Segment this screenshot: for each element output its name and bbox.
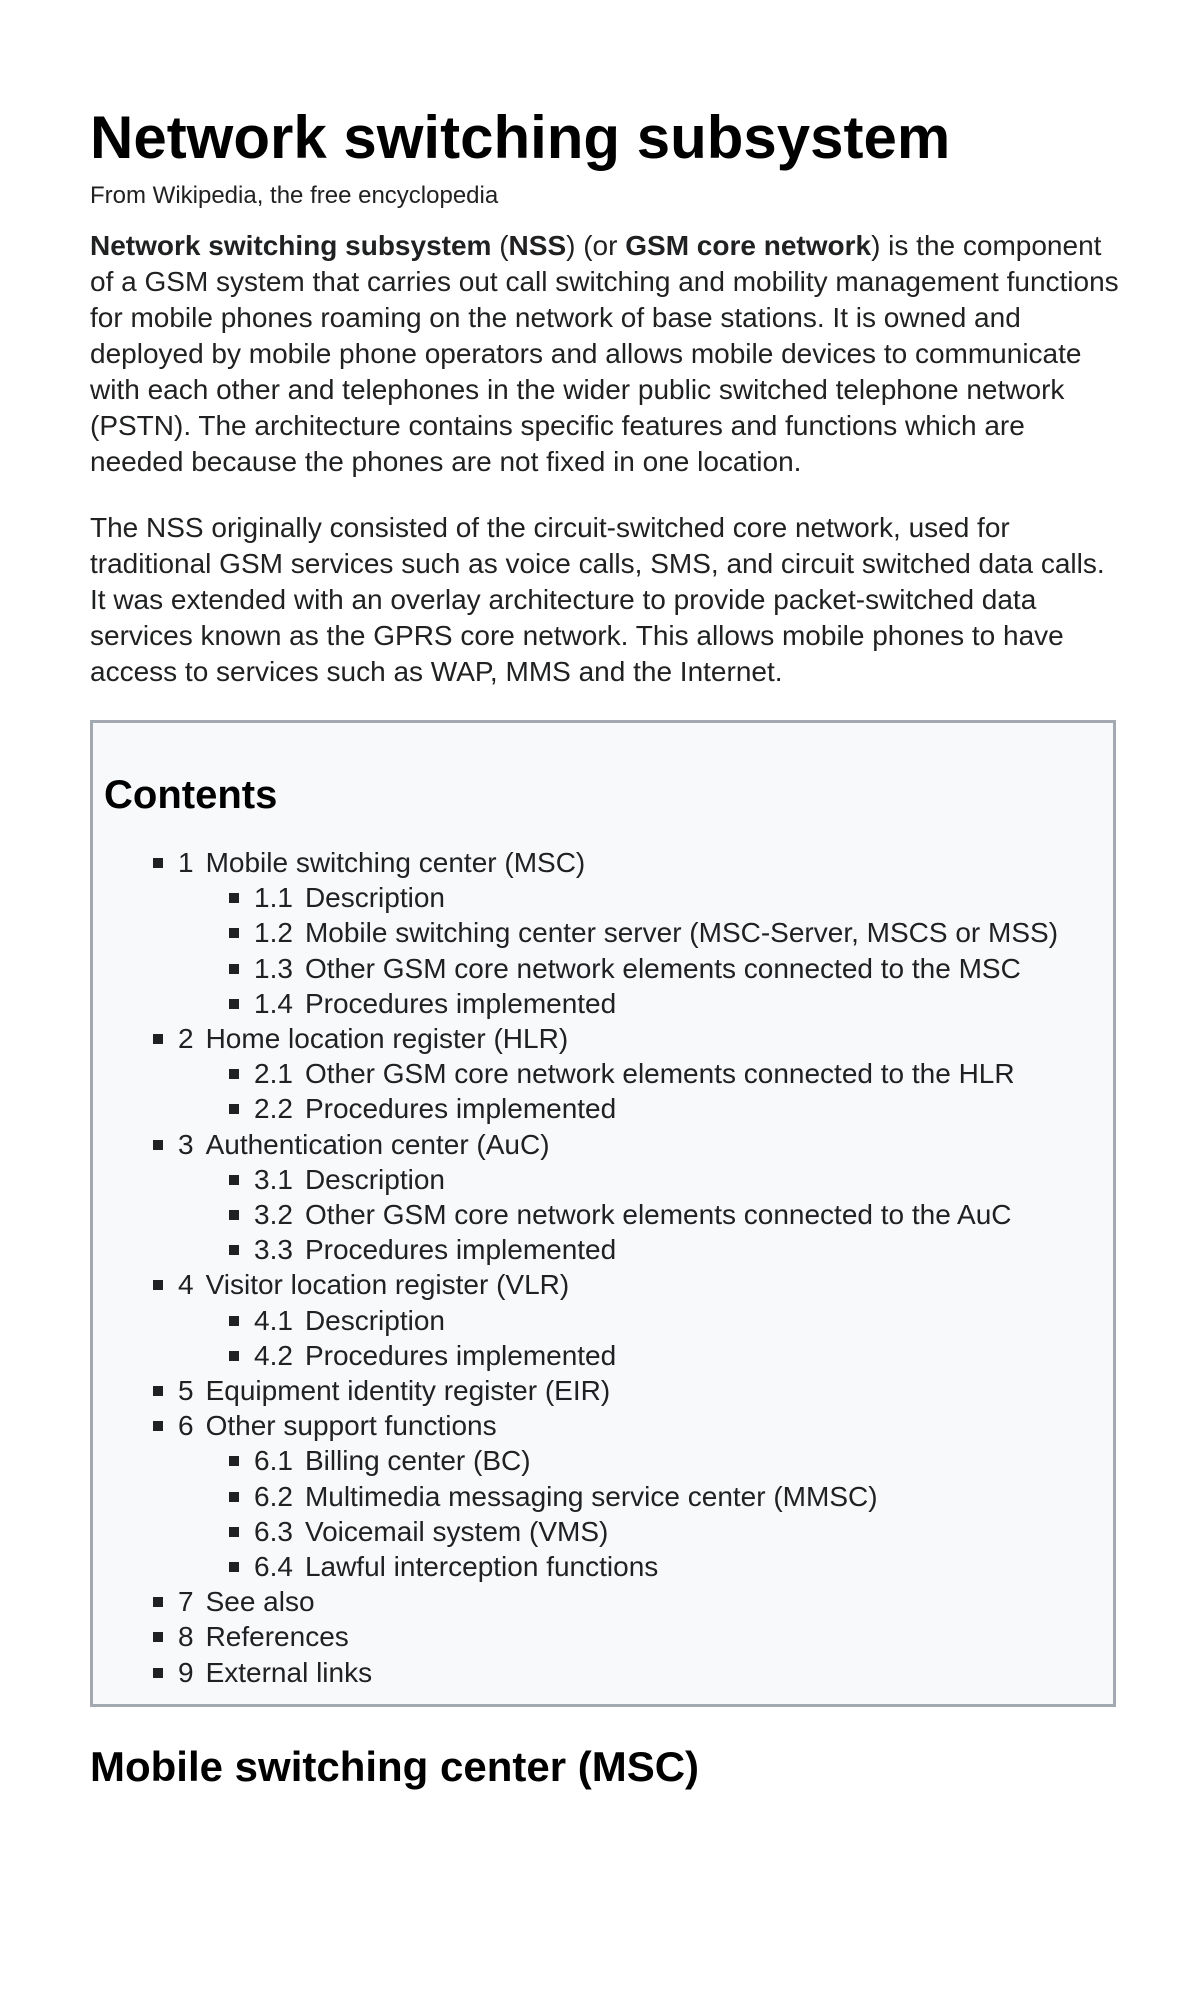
toc-item-link[interactable]: Description <box>304 882 445 914</box>
toc-item-link[interactable]: Procedures implemented <box>304 1234 617 1266</box>
toc-item-link[interactable]: Other GSM core network elements connected to the MSC <box>304 952 1021 984</box>
toc-item <box>93 1443 1113 1478</box>
intro-body-text: ) is the component of a GSM system that carries out call switching and mobility management functions for mobile phones roaming on the network of base stations. It is owned and deployed by mobile phone operators and allows mobile devices to communicate with each other and telephones in the wider public switched telephone network (PSTN). The architecture contains specific features and functions which are needed because the phones are not fixed in one location. <box>90 230 1119 477</box>
toc-item-number: 4 <box>178 1269 194 1301</box>
toc-item <box>93 1584 1113 1619</box>
toc-item-number: 8 <box>178 1621 194 1653</box>
toc-item-link[interactable]: Other GSM core network elements connected to the HLR <box>304 1058 1015 1090</box>
toc-item-number: 4.2 <box>254 1339 293 1371</box>
toc-item-number: 2.1 <box>254 1058 293 1090</box>
intro-or-text: ) (or <box>566 230 626 261</box>
toc-item <box>93 915 1113 950</box>
toc-item <box>93 1197 1113 1232</box>
toc-item <box>93 1479 1113 1514</box>
toc-item <box>93 1232 1113 1267</box>
toc-list <box>93 845 1113 1690</box>
toc-item-link[interactable]: Procedures implemented <box>304 1093 617 1125</box>
toc-item-number: 1 <box>178 847 194 878</box>
table-of-contents <box>90 720 1116 1707</box>
toc-item-link[interactable]: Mobile switching center (MSC) <box>205 847 586 878</box>
toc-item <box>93 1408 1113 1443</box>
toc-item-number: 3.1 <box>254 1163 293 1195</box>
toc-item <box>93 845 1113 880</box>
toc-item-link[interactable]: See also <box>205 1586 315 1618</box>
toc-item-number: 7 <box>178 1586 194 1618</box>
toc-item-link[interactable]: Authentication center (AuC) <box>205 1128 550 1160</box>
toc-item-number: 6.4 <box>254 1551 293 1583</box>
toc-item <box>93 951 1113 986</box>
toc-item-link[interactable]: Other GSM core network elements connected to the AuC <box>304 1199 1012 1231</box>
toc-item <box>93 1619 1113 1654</box>
toc-item-number: 1.1 <box>254 882 293 914</box>
toc-item <box>93 1127 1113 1162</box>
toc-item-number: 2.2 <box>254 1093 293 1125</box>
intro-abbr: NSS <box>508 230 567 261</box>
toc-item-link[interactable]: Home location register (HLR) <box>205 1023 569 1055</box>
toc-item-number: 6 <box>178 1410 194 1442</box>
site-tagline: From Wikipedia, the free encyclopedia <box>90 182 499 209</box>
toc-item <box>93 1514 1113 1549</box>
toc-item <box>93 1056 1113 1091</box>
toc-item-link[interactable]: Multimedia messaging service center (MMSC) <box>304 1480 878 1512</box>
toc-item-number: 4.1 <box>254 1304 293 1336</box>
toc-item-number: 6.1 <box>254 1445 293 1477</box>
toc-title: Contents <box>104 773 278 817</box>
toc-item-number: 1.2 <box>254 917 293 949</box>
toc-item-link[interactable]: External links <box>205 1656 373 1688</box>
toc-item <box>93 1373 1113 1408</box>
toc-item-number: 6.3 <box>254 1515 293 1547</box>
section-heading-msc: Mobile switching center (MSC) <box>90 1742 700 1790</box>
page-title: Network switching subsystem <box>90 104 951 171</box>
toc-item-link[interactable]: Visitor location register (VLR) <box>205 1269 570 1301</box>
toc-item <box>93 1091 1113 1126</box>
intro-term-gsm-core: GSM core network <box>625 230 872 261</box>
toc-item <box>93 880 1113 915</box>
toc-item-number: 6.2 <box>254 1480 293 1512</box>
toc-item-link[interactable]: Equipment identity register (EIR) <box>205 1375 611 1407</box>
second-paragraph: The NSS originally consisted of the circuit-switched core network, used for traditional GSM services such as voice calls, SMS, and circuit switched data calls. It was extended with an overlay architecture to provide packet-switched data services known as the GPRS core network. This allows mobile phones to have access to services such as WAP, MMS and the Internet. <box>90 512 1105 687</box>
toc-item <box>93 986 1113 1021</box>
toc-item <box>93 1267 1113 1302</box>
toc-item-number: 3.2 <box>254 1199 293 1231</box>
toc-item <box>93 1655 1113 1690</box>
toc-item-number: 2 <box>178 1023 194 1055</box>
intro-paren-open: ( <box>491 230 509 261</box>
toc-item <box>93 1162 1113 1197</box>
toc-item-number: 5 <box>178 1375 194 1407</box>
toc-item-link[interactable]: Billing center (BC) <box>304 1445 531 1477</box>
toc-item-link[interactable]: Description <box>304 1304 445 1336</box>
toc-item-link[interactable]: Other support functions <box>205 1410 497 1442</box>
intro-term-nss: Network switching subsystem <box>90 230 492 261</box>
toc-item <box>93 1549 1113 1584</box>
toc-item-number: 3 <box>178 1128 194 1160</box>
toc-item-link[interactable]: Description <box>304 1163 445 1195</box>
toc-item-number: 3.3 <box>254 1234 293 1266</box>
intro-paragraph <box>90 228 1120 480</box>
toc-item-link[interactable]: Voicemail system (VMS) <box>304 1515 609 1547</box>
toc-item-number: 1.3 <box>254 952 293 984</box>
toc-item-link[interactable]: Mobile switching center server (MSC-Server, MSCS or MSS) <box>304 917 1059 949</box>
toc-item-number: 9 <box>178 1656 194 1688</box>
toc-item <box>93 1303 1113 1338</box>
toc-item-link[interactable]: Lawful interception functions <box>304 1551 659 1583</box>
toc-item <box>93 1021 1113 1056</box>
toc-item <box>93 1338 1113 1373</box>
toc-item-number: 1.4 <box>254 987 293 1019</box>
toc-item-link[interactable]: Procedures implemented <box>304 987 617 1019</box>
article-content <box>90 96 1120 1793</box>
toc-item-link[interactable]: Procedures implemented <box>304 1339 617 1371</box>
toc-item-link[interactable]: References <box>205 1621 349 1653</box>
